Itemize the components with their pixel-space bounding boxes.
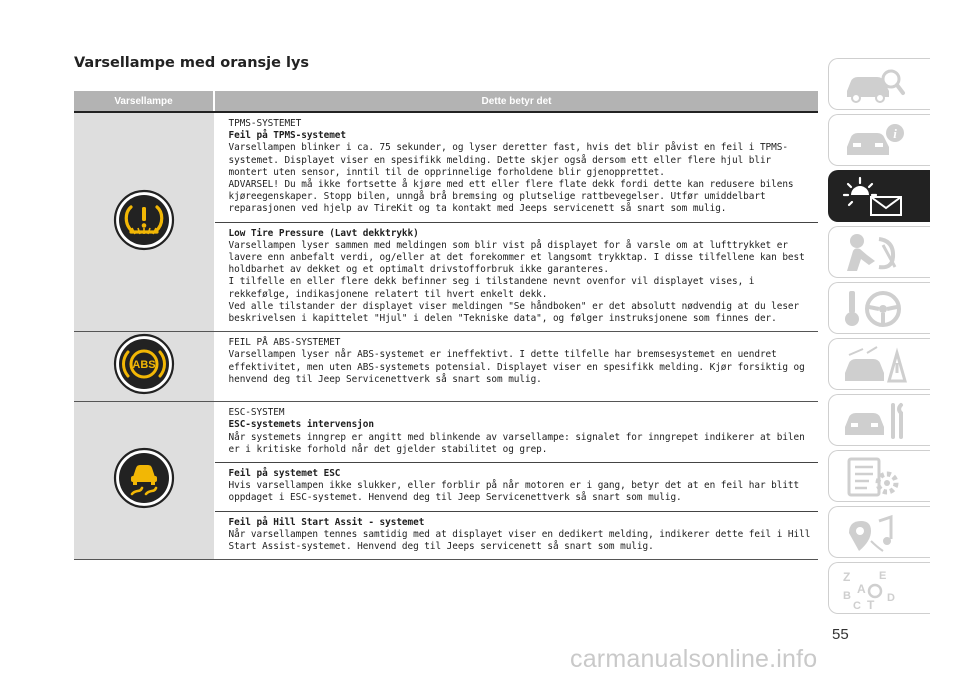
paragraph: Ved alle tilstander der displayet viser meldingen "Se håndboken" er det absolutt nødvendig at du leser beskrivelsen i kapittelet "Hjul" i delen "Tekniske data", og følger instruksjonene som finnes der. — [228, 300, 800, 325]
svg-text:i: i — [893, 126, 897, 141]
description-block — [215, 511, 819, 560]
chapter-tab-safety[interactable] — [828, 226, 930, 278]
key-steering-wheel-icon — [839, 287, 909, 331]
description-block — [215, 402, 819, 462]
lamp-cell — [74, 332, 214, 402]
description-block — [215, 462, 819, 511]
chapter-tab-emergency[interactable] — [828, 338, 930, 390]
svg-text:Z: Z — [843, 570, 851, 584]
svg-text:T: T — [867, 598, 875, 611]
car-info-icon — [839, 119, 909, 163]
esc-warning-icon — [112, 446, 176, 510]
page-title: Varsellampe med oransje lys — [74, 55, 310, 71]
car-breakdown-icon — [839, 343, 909, 387]
page-number: 55 — [832, 626, 849, 643]
meaning-cell — [214, 332, 818, 402]
svg-text:C: C — [853, 600, 861, 611]
paragraph: I tilfelle en eller flere dekk befinner seg i tilstandene nevnt ovenfor vil displayet vises, i rekkefølge, indikasjonene relatert til hvert enkelt dekk. — [228, 276, 755, 300]
airbag-passenger-icon — [839, 231, 909, 275]
section-heading: ESC-SYSTEM — [228, 407, 285, 419]
svg-text:D: D — [887, 592, 895, 604]
column-header-lamp: Varsellampe — [74, 91, 214, 112]
lamp-cell — [74, 402, 214, 560]
chapter-tab-maintenance[interactable] — [828, 394, 930, 446]
chapter-tab-warning-lights[interactable] — [828, 170, 930, 222]
paragraph: Når systemets inngrep er angitt med blinkende av varsellampe: signalet for inngrepet indikerer at bilen er i kritiske forhold når det gjelder stabilitet og grep. — [228, 431, 805, 455]
technical-data-gear-icon — [839, 455, 909, 499]
section-heading: FEIL PÅ ABS-SYSTEMET — [228, 337, 341, 349]
chapter-tab-multimedia[interactable] — [828, 506, 930, 558]
paragraph: Varsellampen blinker i ca. 75 sekunder, og lyser deretter fast, hvis det blir påvist en feil i TPMS-systemet. Displayet viser en spesifikk melding. Dette skjer også dersom ett eller flere hjul blir montert uten sensor, inntil til de opprinnelige forholdene blir gjenopprettet. — [228, 142, 788, 178]
car-tools-icon — [839, 399, 909, 443]
paragraph: Varsellampen lyser sammen med meldingen som blir vist på displayet for å varsle om at lufttrykket er lavere enn anbefalt verdi, og/eller at det forekommer et langsomt trykktap. I disse tilfellene kan best holdbarhet av dekket og et optimalt drivstofforbruk ikke garanteres. — [228, 239, 805, 276]
warning-lamp-table — [74, 91, 818, 560]
section-subheading: Feil på systemet ESC — [228, 468, 341, 480]
chapter-tab-technical-data[interactable] — [828, 450, 930, 502]
abs-icon-label: ABS — [132, 359, 156, 372]
section-heading: TPMS-SYSTEMET — [228, 118, 302, 129]
meaning-cell — [214, 112, 818, 332]
car-search-icon — [839, 63, 909, 107]
column-header-meaning: Dette betyr det — [214, 91, 818, 112]
table-row-tpms — [74, 112, 818, 332]
chapter-tab-starting-driving[interactable] — [828, 282, 930, 334]
description-block — [215, 113, 819, 222]
watermark-text: carmanualsonline.info — [570, 645, 818, 673]
section-subheading: Low Tire Pressure (Lavt dekktrykk) — [228, 227, 419, 239]
chapter-tab-index[interactable] — [828, 562, 930, 614]
alphabetical-index-icon — [839, 567, 909, 611]
paragraph: Når varsellampen tennes samtidig med at displayet viser en dedikert melding, indikerer dette feil i Hill Start Assist-systemet. Henvend deg til Jeeps servicenett så snart som mulig. — [228, 528, 811, 553]
paragraph: Varsellampen lyser når ABS-systemet er ineffektivt. I dette tilfelle har bremsesystemet en uendret effektivitet, men uten ABS-systemets potensial. Displayet viser en spesifikk melding. Kjør forsiktig og henvend deg til Jeep Servicenettverk så snart som mulig. — [228, 349, 805, 385]
svg-text:B: B — [843, 590, 851, 602]
lamp-cell — [74, 112, 214, 332]
section-subheading: ESC-systemets intervensjon — [228, 419, 374, 431]
description-block — [215, 222, 819, 332]
warning-light-message-icon — [839, 175, 909, 219]
tpms-warning-icon — [112, 188, 176, 252]
chapter-tab-car-info[interactable] — [828, 114, 930, 166]
meaning-cell — [214, 402, 818, 560]
svg-text:A: A — [857, 582, 866, 596]
table-row-esc — [74, 402, 818, 560]
multimedia-icon — [839, 511, 909, 555]
description-block — [215, 332, 819, 392]
table-row-abs — [74, 332, 818, 402]
abs-warning-icon — [112, 332, 176, 396]
chapter-tab-car-search[interactable] — [828, 58, 930, 110]
warning-paragraph: ADVARSEL! Du må ikke fortsette å kjøre med ett eller flere flate dekk fordi dette kan redusere bilens kjøreegenskaper. Stopp bilen, unngå brå bremsing og plutselige rattbevegelser. Utfør umiddelbart reparasjonen ved hjelp av TireKit og ta kontakt med Jeeps servicenett så snart som mulig. — [228, 179, 794, 215]
svg-text:E: E — [879, 570, 887, 582]
section-subheading: Feil på Hill Start Assit - systemet — [228, 516, 425, 528]
paragraph: Hvis varsellampen ikke slukker, eller forblir på når motoren er i gang, betyr det at en feil har blitt oppdaget i ESC-systemet. Henvend deg til Jeep Servicenettverk så snart som mulig. — [228, 480, 800, 504]
table-header-row — [74, 91, 818, 112]
section-subheading: Feil på TPMS-systemet — [228, 130, 346, 142]
